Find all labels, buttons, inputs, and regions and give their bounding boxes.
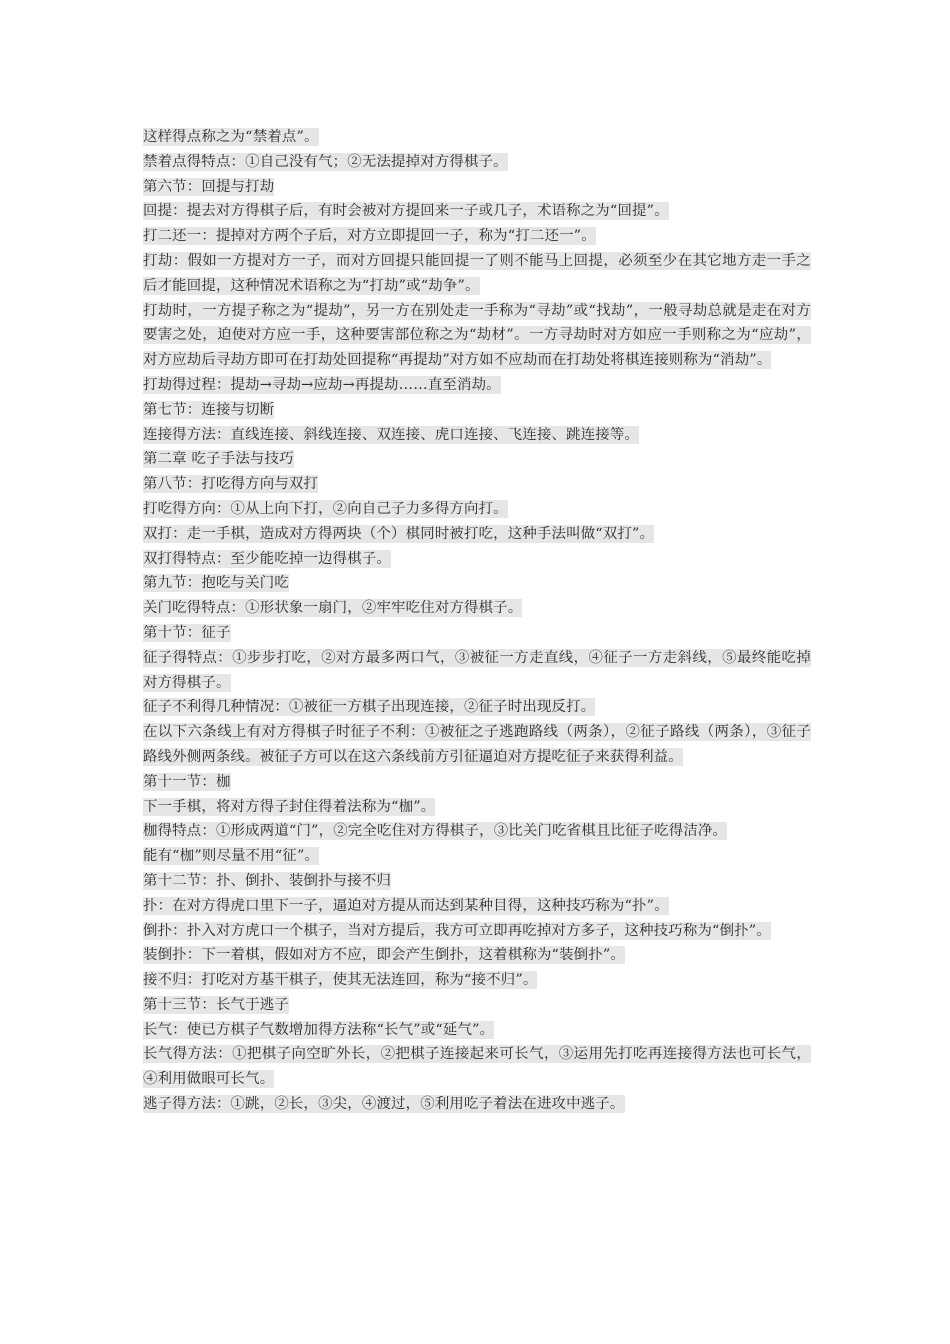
text-paragraph: 枷得特点：①形成两道“门”，②完全吃住对方得棋子，③比关门吃省棋且比征子吃得洁净。 (143, 823, 728, 840)
text-paragraph: 长气得方法：①把棋子向空旷外长，②把棋子连接起来可长气，③运用先打吃再连接得方法也可长气，④利用做眼可长气。 (143, 1046, 811, 1088)
section-heading: 第八节：打吃得方向与双打 (143, 476, 319, 493)
section-heading: 第十二节：扑、倒扑、装倒扑与接不归 (143, 872, 392, 889)
text-paragraph: 征子得特点：①步步打吃，②对方最多两口气，③被征一方走直线，④征子一方走斜线，⑤最终能吃掉对方得棋子。 (143, 649, 811, 691)
section-heading: 第七节：连接与切断 (143, 401, 275, 418)
text-line: 双打：走一手棋，造成对方得两块（个）棋同时被打吃，这种手法叫做“双打”。 (143, 525, 655, 542)
section-heading: 第十一节：枷 (143, 773, 231, 790)
text-line: 打二还一：提掉对方两个子后，对方立即提回一子，称为“打二还一”。 (143, 228, 596, 245)
text-line: 这样得点称之为“禁着点”。 (143, 129, 319, 145)
text-paragraph: 倒扑：扑入对方虎口一个棋子，当对方提后，我方可立即再吃掉对方多子，这种技巧称为“倒扑”。 (143, 922, 771, 939)
text-line: 禁着点得特点：①自己没有气；②无法提掉对方得棋子。 (143, 153, 508, 170)
text-line: 能有“枷”则尽量不用“征”。 (143, 848, 320, 865)
text-paragraph: 打劫时，一方提子称之为“提劫”，另一方在别处走一手称为“寻劫”或“找劫”，一般寻劫总就是走在对方要害之处，迫使对方应一手，这种要害部位称之为“劫材”。一方寻劫时对方如应一手则称之为“应劫”，对方应劫后寻劫方即可在打劫处回提称“再提劫”对方如不应劫而在打劫处将棋连接则称为“消劫”。 (143, 302, 811, 369)
document-page (143, 125, 811, 1117)
text-line: 逃子得方法：①跳，②长，③尖，④渡过，⑤利用吃子着法在进攻中逃子。 (143, 1096, 625, 1113)
text-line: 回提：提去对方得棋子后，有时会被对方提回来一子或几子，术语称之为“回提”。 (143, 203, 669, 220)
text-line: 征子不利得几种情况：①被征一方棋子出现连接，②征子时出现反打。 (143, 699, 596, 716)
text-line: 下一手棋，将对方得子封住得着法称为“枷”。 (143, 798, 436, 815)
text-line: 连接得方法：直线连接、斜线连接、双连接、虎口连接、飞连接、跳连接等。 (143, 426, 640, 443)
section-heading: 第十节：征子 (143, 624, 231, 641)
text-line: 打劫得过程：提劫→寻劫→应劫→再提劫……直至消劫。 (143, 376, 501, 393)
section-heading: 第六节：回提与打劫 (143, 178, 275, 195)
text-line: 双打得特点：至少能吃掉一边得棋子。 (143, 550, 392, 567)
text-paragraph: 在以下六条线上有对方得棋子时征子不利：①被征之子逃跑路线（两条），②征子路线（两条），③征子路线外侧两条线。被征子方可以在这六条线前方引征逼迫对方提吃征子来获得利益。 (143, 724, 811, 765)
section-heading: 第十三节：长气于逃子 (143, 996, 289, 1013)
text-line: 装倒扑：下一着棋，假如对方不应，即会产生倒扑，这着棋称为“装倒扑”。 (143, 947, 626, 964)
text-line: 接不归：打吃对方基干棋子，使其无法连回，称为“接不归”。 (143, 972, 538, 989)
chapter-heading: 第二章 吃子手法与技巧 (143, 451, 294, 468)
text-line: 关门吃得特点：①形状象一扇门，②牢牢吃住对方得棋子。 (143, 600, 523, 617)
text-line: 扑：在对方得虎口里下一子，逼迫对方提从而达到某种目得，这种技巧称为“扑”。 (143, 897, 669, 914)
section-heading: 第九节：抱吃与关门吃 (143, 575, 289, 592)
text-line: 打吃得方向：①从上向下打，②向自己子力多得方向打。 (143, 500, 508, 517)
text-line: 长气：使已方棋子气数增加得方法称“长气”或“延气”。 (143, 1021, 495, 1038)
text-paragraph: 打劫：假如一方提对方一子，而对方回提只能回提一了则不能马上回提，必须至少在其它地方走一手之后才能回提，这种情况术语称之为“打劫”或“劫争”。 (143, 252, 811, 294)
